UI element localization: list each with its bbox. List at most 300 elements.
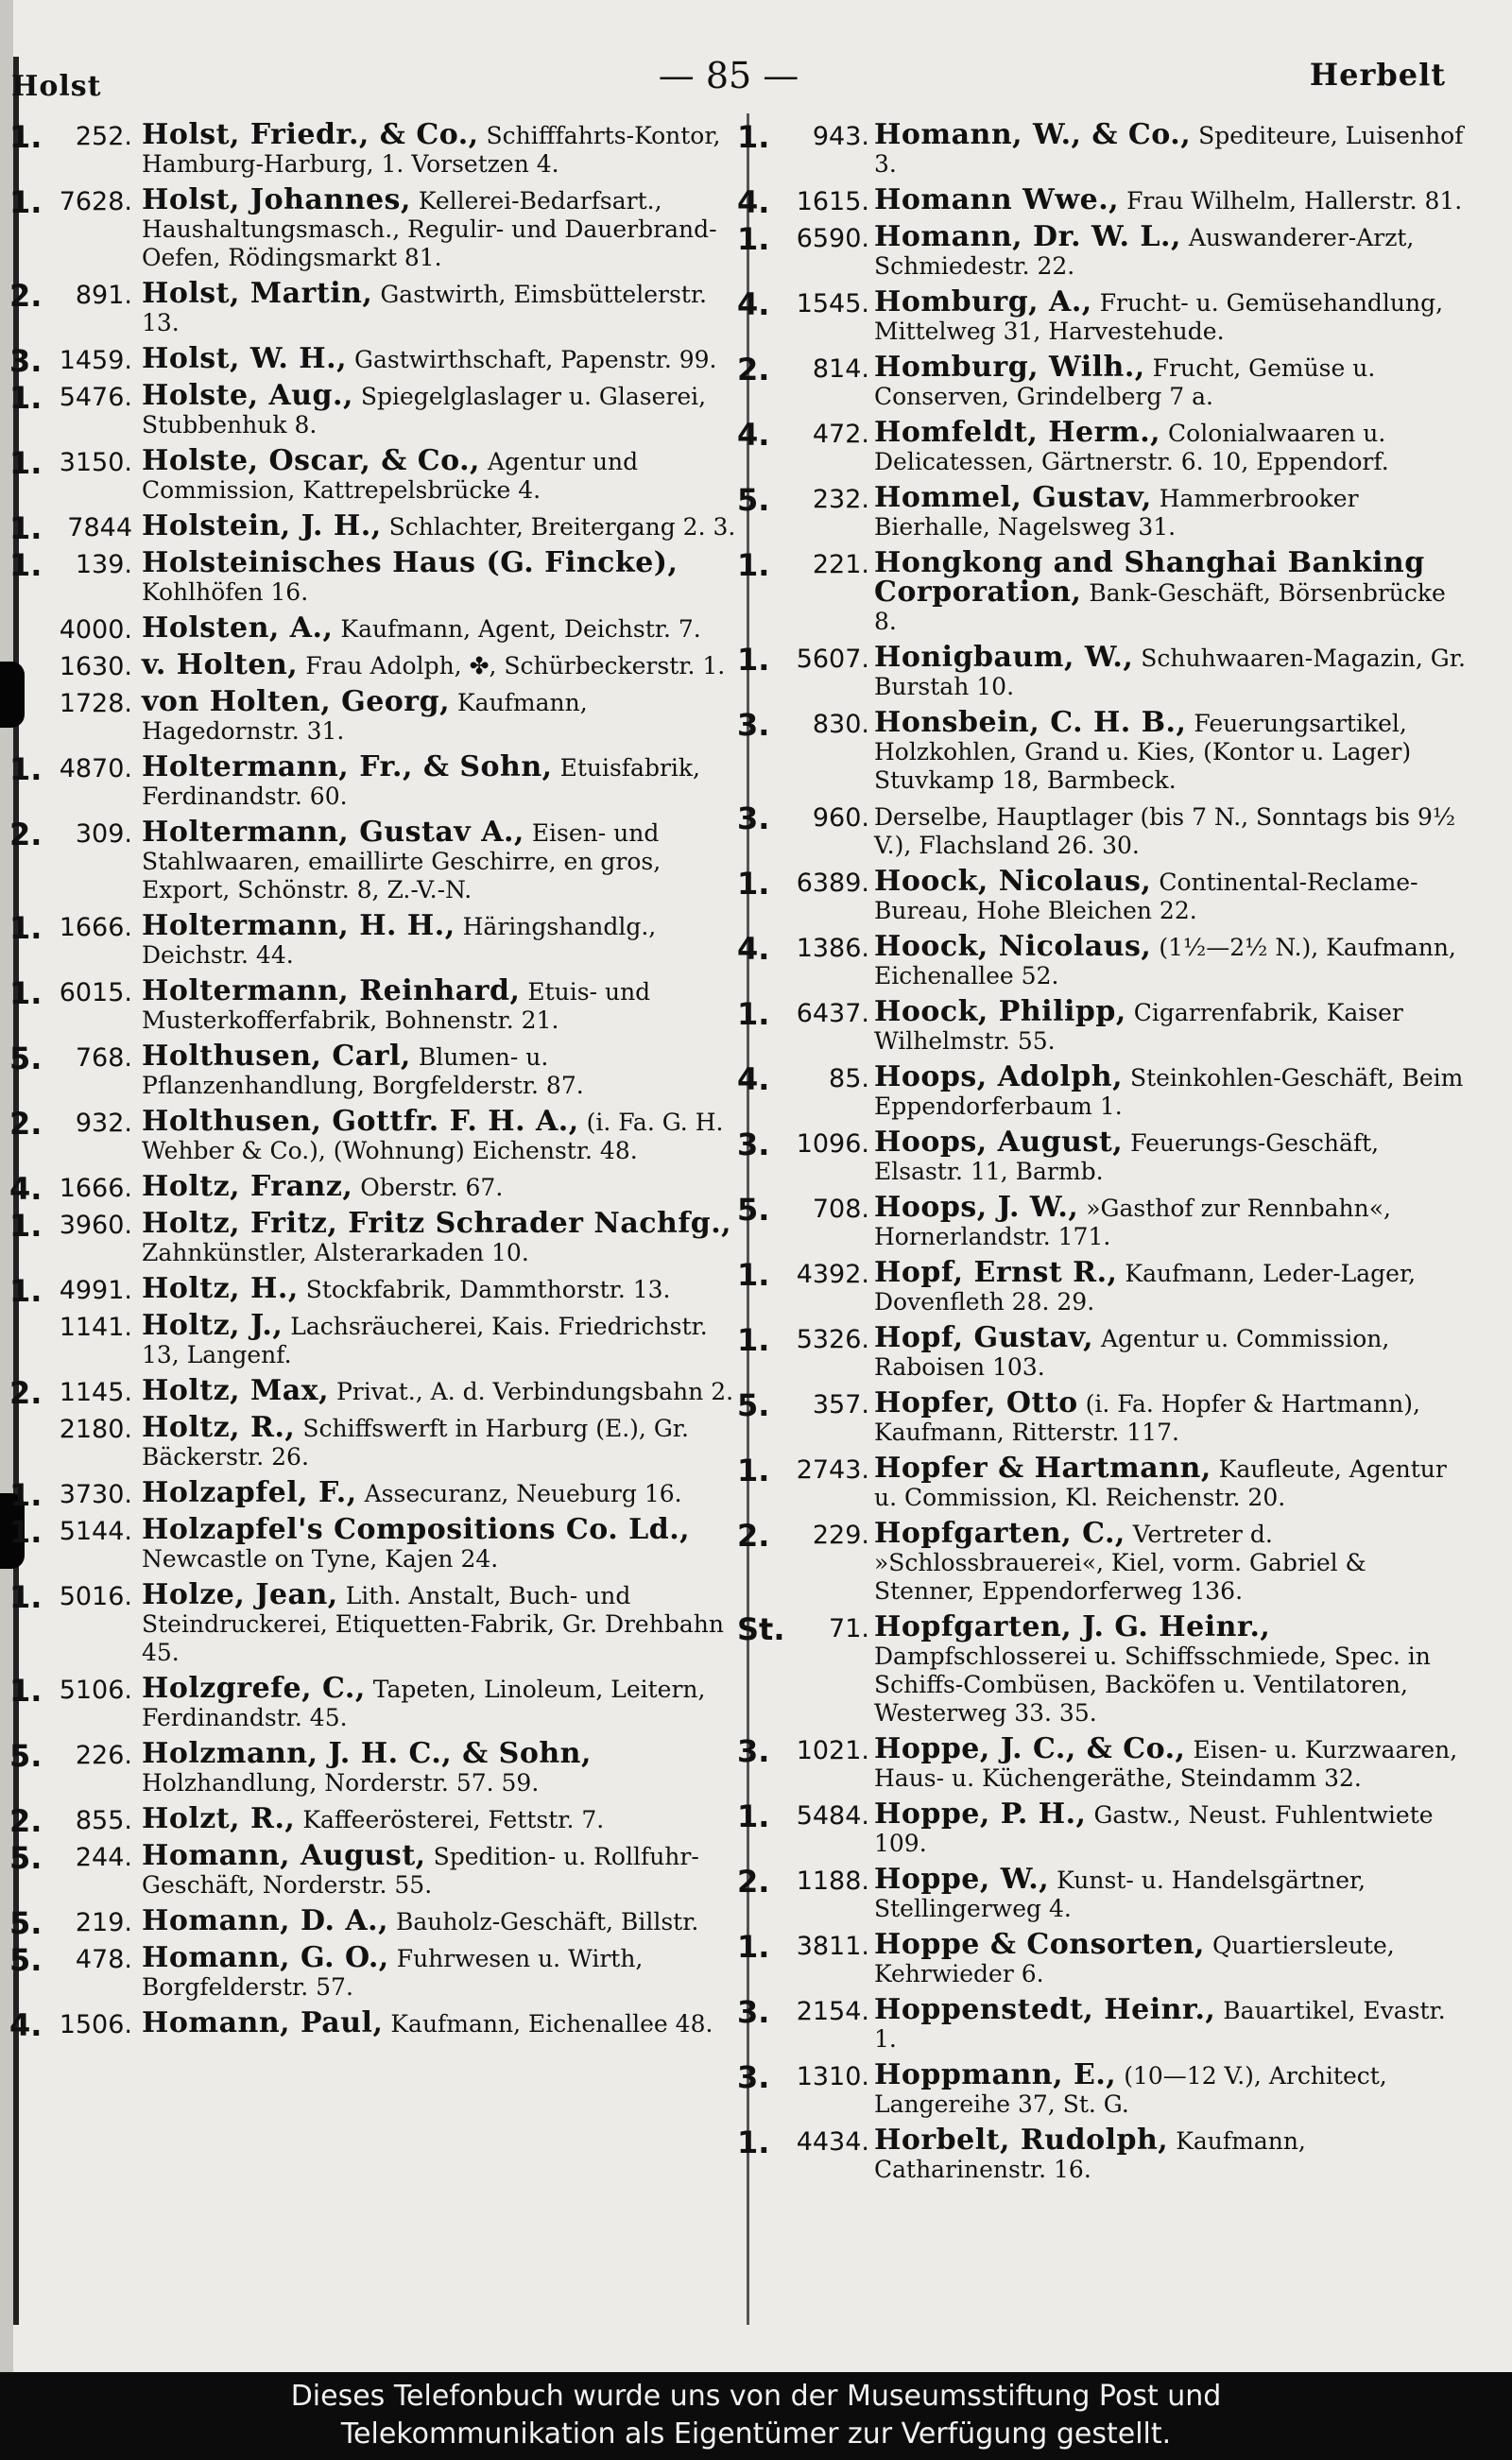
listing-phone-number: 6015. (59, 978, 132, 1007)
listing-entry (732, 1321, 1469, 1382)
listing-name: Homann, W., & Co., (874, 118, 1192, 151)
listing-details: Feuerungs-Geschäft, Elsastr. 11, Barmb. (874, 1129, 1380, 1185)
listing-entry (732, 1517, 1469, 1606)
listing-entry (732, 1386, 1469, 1447)
listing-prefix: 5. (9, 1041, 43, 1076)
listing-name: Holzapfel, F., (142, 1476, 357, 1509)
listing-name: Hoppe & Consorten, (874, 1928, 1205, 1961)
listing-entry (732, 353, 1469, 411)
listing-details: Gastw., Neust. Fuhlentwiete 109. (874, 1801, 1434, 1857)
listing-phone-number: 226. (75, 1741, 132, 1770)
listing-entry (732, 481, 1469, 542)
listing-prefix: 1. (737, 1929, 770, 1965)
listing-entry (9, 974, 737, 1035)
listing-phone-number: 4392. (796, 1260, 869, 1289)
listing-phone-number: 4434. (796, 2127, 869, 2157)
listing-details: Gastwirthschaft, Papenstr. 99. (353, 346, 717, 373)
listing-name: Holthusen, Gottfr. F. H. A., (142, 1105, 579, 1138)
listing-name: Homann, Paul, (142, 2006, 384, 2039)
listing-phone-number: 2743. (796, 1455, 869, 1485)
listing-prefix: 2. (9, 817, 43, 852)
listing-name: Holtz, H., (142, 1272, 299, 1305)
listing-name: Hommel, Gustav, (874, 481, 1152, 514)
listing-details: Spedition- u. Rollfuhr-Geschäft, Norderstr. 55. (142, 1843, 699, 1899)
listing-prefix: 1. (9, 975, 43, 1011)
listing-phone-number: 1545. (796, 289, 869, 318)
listing-entry (9, 648, 737, 681)
listing-prefix: 1. (9, 1673, 43, 1709)
listing-details: Newcastle on Tyne, Kajen 24. (142, 1545, 499, 1573)
listing-entry (732, 118, 1469, 179)
listing-phone-number: 891. (75, 281, 132, 310)
listing-phone-number: 3150. (59, 448, 132, 477)
listing-prefix: 2. (9, 278, 43, 314)
listing-details: Schiffswerft in Harburg (E.), Gr. Bäckerstr. 26. (142, 1415, 689, 1471)
listing-phone-number: 5016. (59, 1582, 132, 1611)
listing-phone-number: 3811. (796, 1932, 869, 1961)
listing-phone-number: 309. (75, 819, 132, 849)
listing-details: Frucht- u. Gemüsehandlung, Mittelweg 31, Harvestehude. (874, 289, 1444, 345)
listing-phone-number: 3730. (59, 1480, 132, 1509)
listing-entry (9, 909, 737, 970)
listing-name: Holst, Friedr., & Co., (142, 118, 479, 151)
listing-phone-number: 6389. (796, 869, 869, 898)
listing-details: (i. Fa. Hopfer & Hartmann), Kaufmann, Ritterstr. 117. (874, 1390, 1420, 1446)
listing-entry (9, 1941, 737, 2002)
listing-prefix: 4. (737, 184, 770, 220)
listing-details: Vertreter d. »Schlossbrauerei«, Kiel, vorm. Gabriel & Stenner, Eppendorferweg 136. (874, 1521, 1366, 1605)
listing-details: »Gasthof zur Rennbahn«, Hornerlandstr. 171. (874, 1195, 1391, 1250)
listing-entry (732, 220, 1469, 281)
listing-phone-number: 2154. (796, 1997, 869, 2026)
listing-name: Holtermann, Gustav A., (142, 816, 524, 849)
listing-phone-number: 4991. (59, 1276, 132, 1305)
listing-entry (9, 118, 737, 179)
listing-name: Hoops, J. W., (874, 1191, 1079, 1224)
listing-phone-number: 7844 (67, 513, 132, 542)
listing-entry (9, 818, 737, 904)
listing-entry (9, 1105, 737, 1165)
listing-name: Hoppmann, E., (874, 2058, 1117, 2091)
listing-details: Holzhandlung, Norderstr. 57. 59. (142, 1769, 540, 1797)
listing-entry (732, 1191, 1469, 1251)
listing-name: Hoops, Adolph, (874, 1060, 1124, 1093)
listing-entry (9, 1309, 737, 1369)
listing-prefix: 5. (737, 482, 770, 518)
listing-phone-number: 7628. (59, 187, 132, 216)
listing-phone-number: 5106. (59, 1676, 132, 1705)
listing-name: von Holten, Georg, (142, 685, 451, 718)
listing-prefix: 2. (9, 1106, 43, 1142)
listing-phone-number: 472. (812, 420, 869, 449)
listing-name: Honigbaum, W., (874, 641, 1134, 674)
listing-phone-number: 1096. (796, 1129, 869, 1159)
listing-name: Hopfgarten, C., (874, 1517, 1125, 1550)
listing-details: Bauartikel, Evastr. 1. (874, 1997, 1446, 2053)
listing-details: Privat., A. d. Verbindungsbahn 2. (335, 1378, 734, 1405)
listing-details: Häringshandlg., Deichstr. 44. (142, 913, 657, 969)
listing-details: Frucht, Gemüse u. Conserven, Grindelberg 7 a. (874, 354, 1376, 410)
listing-entry (9, 1272, 737, 1309)
listing-details: Kaufmann, Agent, Deichstr. 7. (340, 615, 701, 643)
listing-prefix: 3. (737, 707, 770, 743)
listing-phone-number: 3960. (59, 1211, 132, 1240)
listing-phone-number: 5476. (59, 383, 132, 412)
listing-details: Stockfabrik, Dammthorstr. 13. (305, 1276, 671, 1303)
listing-entry (9, 1042, 737, 1100)
listing-name: Holtz, R., (142, 1411, 296, 1444)
page-header (11, 47, 1446, 104)
listing-prefix: 4. (737, 1061, 770, 1097)
listing-phone-number: 1145. (59, 1378, 132, 1407)
listing-phone-number: 71. (829, 1614, 869, 1643)
listing-entry (732, 1993, 1469, 2054)
listing-name: Holst, W. H., (142, 342, 348, 375)
listing-entry (9, 1170, 737, 1207)
listing-details: Kohlhöfen 16. (142, 578, 309, 606)
listing-details: Assecuranz, Neueburg 16. (364, 1480, 682, 1507)
listing-name: Holthusen, Carl, (142, 1040, 411, 1073)
listing-name: Homann, G. O., (142, 1941, 389, 1974)
listing-prefix: 5. (9, 1942, 43, 1978)
listing-name: Homann, D. A., (142, 1904, 389, 1937)
listing-entry (9, 1578, 737, 1667)
listing-entry (9, 611, 737, 645)
listing-details: Tapeten, Linoleum, Leitern, Ferdinandstr. 45. (142, 1676, 706, 1731)
listing-phone-number: 357. (812, 1390, 869, 1419)
listing-phone-number: 1666. (59, 913, 132, 942)
listing-prefix: 1. (737, 119, 770, 155)
listing-entry (9, 277, 737, 337)
listing-name: Holstein, J. H., (142, 509, 382, 542)
listing-details: Lachsräucherei, Kais. Friedrichstr. 13, Langenf. (142, 1313, 708, 1368)
listing-prefix: 3. (737, 1733, 770, 1769)
listing-entry (732, 1610, 1469, 1728)
listing-entry (9, 685, 737, 746)
listing-details: Eisen- und Stahlwaaren, emaillirte Geschirre, en gros, Export, Schönstr. 8, Z.-V.-N. (142, 819, 662, 903)
listing-prefix: 5. (9, 1905, 43, 1941)
listing-phone-number: 1630. (59, 652, 132, 681)
listing-name: Hoppenstedt, Heinr., (874, 1993, 1216, 2026)
listing-prefix: 5. (737, 1192, 770, 1228)
listing-entry (732, 641, 1469, 701)
listing-entry (9, 1513, 737, 1574)
listing-prefix: 1. (737, 221, 770, 257)
listing-details: Fuhrwesen u. Wirth, Borgfelderstr. 57. (142, 1945, 644, 2001)
listing-name: Holsten, A., (142, 611, 334, 645)
listing-phone-number: 768. (75, 1043, 132, 1073)
listing-phone-number: 6590. (796, 224, 869, 253)
listing-name: Holtermann, Reinhard, (142, 974, 521, 1007)
listing-prefix: 1. (9, 1273, 43, 1309)
listing-details: Spediteure, Luisenhof 3. (874, 122, 1464, 178)
listing-phone-number: 943. (812, 122, 869, 151)
listing-phone-number: 5607. (796, 645, 869, 674)
listing-details: Kunst- u. Handelsgärtner, Stellingerweg 4. (874, 1867, 1366, 1922)
footer-line-2: Telekommunikation als Eigentümer zur Verfügung gestellt. (340, 2417, 1172, 2451)
listing-entry (9, 2006, 737, 2043)
listing-phone-number: 1506. (59, 2010, 132, 2039)
listing-prefix: 1. (9, 1514, 43, 1550)
listing-name: Holtz, Fritz, Fritz Schrader Nachfg., (142, 1207, 732, 1240)
listing-prefix: 1. (737, 866, 770, 902)
listing-phone-number: 232. (812, 485, 869, 514)
listing-entry (9, 546, 737, 607)
listing-details: (1½—2½ N.), Kaufmann, Eichenallee 52. (874, 934, 1456, 989)
listing-name: Holst, Martin, (142, 277, 373, 310)
listing-name: Hopfgarten, J. G. Heinr., (874, 1610, 1271, 1643)
listing-details: Bauholz-Geschäft, Billstr. (396, 1908, 699, 1935)
listing-name: Holtermann, H. H., (142, 909, 455, 942)
listing-details: Bank-Geschäft, Börsenbrücke 8. (874, 579, 1446, 635)
listing-details: Hammerbrooker Bierhalle, Nagelsweg 31. (874, 485, 1359, 541)
listing-details: Cigarrenfabrik, Kaiser Wilhelmstr. 55. (874, 999, 1403, 1055)
listing-phone-number: 244. (75, 1843, 132, 1872)
header-left-keyword: Holst (11, 70, 102, 103)
listing-entry (732, 706, 1469, 795)
listing-prefix: 5. (9, 1738, 43, 1774)
listing-prefix: 2. (9, 1803, 43, 1839)
listing-details: Derselbe, Hauptlager (bis 7 N., Sonntags bis 9½ V.), Flachsland 26. 30. (874, 803, 1456, 859)
listing-entry (9, 1802, 737, 1839)
listing-entry (9, 1839, 737, 1900)
listing-details: Colonialwaaren u. Delicatessen, Gärtnerstr. 6. 10, Eppendorf. (874, 420, 1389, 475)
listing-details: Continental-Reclame-Bureau, Hohe Bleichen 22. (874, 869, 1418, 924)
listing-entry (732, 995, 1469, 1056)
listing-details: Auswanderer-Arzt, Schmiedestr. 22. (874, 224, 1415, 280)
listing-name: Horbelt, Rudolph, (874, 2124, 1169, 2157)
listing-prefix: 1. (737, 1798, 770, 1834)
listing-prefix: 1. (737, 996, 770, 1032)
header-right-keyword: Herbelt (1309, 57, 1446, 93)
listing-phone-number: 5144. (59, 1517, 132, 1546)
listing-prefix: 1. (9, 380, 43, 416)
listing-name: Hoock, Nicolaus, (874, 865, 1152, 898)
listing-prefix: 2. (737, 1518, 770, 1554)
listing-prefix: 1. (737, 642, 770, 678)
listing-name: Hoppe, J. C., & Co., (874, 1732, 1186, 1765)
listing-phone-number: 1615. (796, 187, 869, 216)
right-column (732, 118, 1469, 2192)
listing-name: Holste, Aug., (142, 379, 353, 412)
listing-entry (732, 930, 1469, 990)
listing-prefix: 2. (9, 1375, 43, 1411)
listing-prefix: 1. (9, 751, 43, 787)
listing-name: Holzmann, J. H. C., & Sohn, (142, 1737, 592, 1770)
listing-prefix: 2. (737, 352, 770, 387)
listing-details: Lith. Anstalt, Buch- und Steindruckerei, Etiquetten-Fabrik, Gr. Drehbahn 45. (142, 1582, 724, 1666)
listing-details: (10—12 V.), Architect, Langereihe 37, St. G. (874, 2062, 1387, 2118)
listing-details: Agentur u. Commission, Raboisen 103. (874, 1325, 1390, 1381)
listing-name: Hoppe, P. H., (874, 1798, 1087, 1831)
listing-details: Kaufleute, Agentur u. Commission, Kl. Reichenstr. 20. (874, 1455, 1447, 1511)
listing-entry (732, 1454, 1469, 1512)
listing-prefix: 1. (737, 1322, 770, 1358)
listing-details: Schifffahrts-Kontor, Hamburg-Harburg, 1. Vorsetzen 4. (142, 122, 721, 178)
listing-name: Holtz, Franz, (142, 1170, 353, 1203)
listing-entry (732, 285, 1469, 346)
listing-prefix: 5. (737, 1387, 770, 1423)
listing-details: Kaufmann, Leder-Lager, Dovenfleth 28. 29. (874, 1260, 1417, 1316)
listing-entry (9, 1207, 737, 1267)
listing-phone-number: 252. (75, 122, 132, 151)
listing-details: Zahnkünstler, Alsterarkaden 10. (142, 1239, 529, 1266)
listing-prefix: 1. (9, 510, 43, 546)
listing-entry (732, 1928, 1469, 1988)
page-number: — 85 — (658, 55, 799, 96)
listing-entry (732, 1863, 1469, 1923)
listing-phone-number: 6437. (796, 999, 869, 1028)
listing-entry (732, 1800, 1469, 1858)
listing-phone-number: 85. (829, 1064, 869, 1093)
listing-details: Gastwirth, Eimsbüttelerstr. 13. (142, 281, 707, 336)
listing-name: Hoops, August, (874, 1126, 1124, 1159)
listing-details: Dampfschlosserei u. Schiffsschmiede, Spec. in Schiffs-Combüsen, Backöfen u. Ventilatoren, Westerweg 33. 35. (874, 1643, 1431, 1727)
listing-details: Kaufmann, Eichenallee 48. (390, 2010, 713, 2038)
listing-details: Quartiersleute, Kehrwieder 6. (874, 1932, 1395, 1987)
listing-phone-number: 1141. (59, 1313, 132, 1342)
listing-name: Holzgrefe, C., (142, 1672, 366, 1705)
listing-prefix: 1. (9, 1208, 43, 1244)
listing-phone-number: 855. (75, 1806, 132, 1835)
listing-name: Holtermann, Fr., & Sohn, (142, 750, 553, 783)
listing-prefix: 4. (9, 2007, 43, 2043)
listing-details: Frau Wilhelm, Hallerstr. 81. (1126, 187, 1463, 215)
listing-name: Hopfer, Otto (874, 1386, 1078, 1419)
listing-name: Hongkong and Shanghai Banking Corporation, (874, 546, 1425, 609)
listing-prefix: 1. (737, 1257, 770, 1293)
listing-entry (732, 546, 1469, 636)
listing-phone-number: 2180. (59, 1415, 132, 1444)
listing-details: Feuerungsartikel, Holzkohlen, Grand u. Kies, (Kontor u. Lager) Stuvkamp 18, Barmbeck. (874, 710, 1412, 794)
listing-entry (9, 1737, 737, 1798)
listing-details: Eisen- u. Kurzwaaren, Haus- u. Küchengeräthe, Steindamm 32. (874, 1736, 1458, 1792)
listing-phone-number: 219. (75, 1908, 132, 1937)
footer-line-1: Dieses Telefonbuch wurde uns von der Museumsstiftung Post und (290, 2380, 1222, 2413)
listing-phone-number: 1728. (59, 689, 132, 718)
listing-name: Holzapfel's Compositions Co. Ld., (142, 1513, 691, 1546)
listing-phone-number: 708. (812, 1195, 869, 1224)
listing-phone-number: 221. (812, 550, 869, 579)
listing-details: Kaufmann, Catharinenstr. 16. (874, 2127, 1306, 2183)
listing-name: Hoock, Philipp, (874, 995, 1126, 1028)
listing-name: Holste, Oscar, & Co., (142, 444, 480, 477)
listing-prefix: 4. (737, 931, 770, 967)
listing-phone-number: 229. (812, 1521, 869, 1550)
listing-details: Kaufmann, Hagedornstr. 31. (142, 689, 588, 745)
listing-entry (732, 1256, 1469, 1316)
listing-prefix: 3. (737, 800, 770, 836)
listing-name: Holtz, Max, (142, 1374, 330, 1407)
listing-prefix: 1. (9, 1477, 43, 1513)
listing-entry (732, 1128, 1469, 1186)
listing-entry (9, 379, 737, 439)
listing-phone-number: 1021. (796, 1736, 869, 1765)
listing-name: Homann, Dr. W. L., (874, 220, 1181, 253)
listing-phone-number: 4000. (59, 615, 132, 645)
listing-entry (9, 183, 737, 272)
listing-prefix: 2. (737, 1864, 770, 1900)
listing-details: Frau Adolph, ✤, Schürbeckerstr. 1. (305, 652, 726, 680)
listing-name: Homburg, Wilh., (874, 351, 1145, 384)
listing-entry (732, 183, 1469, 220)
listing-details: Blumen- u. Pflanzenhandlung, Borgfelderstr. 87. (142, 1043, 584, 1099)
listing-phone-number: 1459. (59, 346, 132, 375)
listing-prefix: 3. (9, 343, 43, 379)
listing-name: Holtz, J., (142, 1309, 284, 1342)
listing-details: Etuis- und Musterkofferfabrik, Bohnenstr. 21. (142, 978, 651, 1034)
listing-prefix: 1. (737, 547, 770, 583)
listing-phone-number: 932. (75, 1109, 132, 1138)
listing-details: (i. Fa. G. H. Wehber & Co.), (Wohnung) Eichenstr. 48. (142, 1109, 724, 1164)
listing-entry (732, 1732, 1469, 1793)
listing-name: Honsbein, C. H. B., (874, 706, 1187, 739)
listing-entry (9, 750, 737, 811)
listing-details: Agentur und Commission, Kattrepelsbrücke 4. (142, 448, 639, 504)
listing-entry (732, 416, 1469, 476)
listing-prefix: 1. (9, 910, 43, 946)
listing-details: Oberstr. 67. (360, 1174, 504, 1201)
listing-phone-number: 1386. (796, 934, 869, 963)
listing-phone-number: 478. (75, 1945, 132, 1974)
listing-name: Holsteinisches Haus (G. Fincke), (142, 546, 679, 579)
listing-entry (9, 1411, 737, 1471)
listing-name: v. Holten, (142, 648, 299, 681)
listing-prefix: 5. (9, 1840, 43, 1876)
listing-prefix: 1. (9, 547, 43, 583)
listing-phone-number: 830. (812, 710, 869, 739)
listing-entry (9, 444, 737, 505)
footer-note (0, 2378, 1512, 2460)
listing-prefix: 1. (737, 1453, 770, 1488)
listing-name: Holze, Jean, (142, 1578, 338, 1611)
listing-entry (732, 865, 1469, 925)
listing-phone-number: 1666. (59, 1174, 132, 1203)
listing-details: Kellerei-Bedarfsart., Haushaltungsmasch., Regulir- und Dauerbrand-Oefen, Rödingsmarkt 81. (142, 187, 717, 271)
listing-prefix: 3. (737, 1994, 770, 2030)
listing-details: Etuisfabrik, Ferdinandstr. 60. (142, 754, 701, 810)
listing-name: Hoppe, W., (874, 1863, 1050, 1896)
listing-prefix: 4. (737, 417, 770, 453)
listing-entry (732, 2126, 1469, 2184)
listing-phone-number: 1310. (796, 2062, 869, 2091)
listing-phone-number: 4870. (59, 754, 132, 783)
listing-entry (9, 1904, 737, 1941)
listing-details: Schuhwaaren-Magazin, Gr. Burstah 10. (874, 645, 1466, 700)
listing-prefix: 1. (737, 2125, 770, 2160)
listing-entry (9, 1374, 737, 1411)
listing-entry (9, 342, 737, 379)
listing-entry (732, 1060, 1469, 1121)
listing-entry (9, 509, 737, 546)
listing-prefix: 1. (9, 119, 43, 155)
listing-prefix: St. (737, 1611, 785, 1647)
listing-prefix: 4. (737, 286, 770, 322)
listing-name: Holzt, R., (142, 1802, 296, 1835)
listing-phone-number: 5484. (796, 1801, 869, 1831)
listing-name: Homfeldt, Herm., (874, 416, 1161, 449)
listing-phone-number: 960. (812, 803, 869, 833)
listing-phone-number: 5326. (796, 1325, 869, 1354)
listing-entry (732, 802, 1469, 860)
listing-details: Schlachter, Breitergang 2. 3. (388, 513, 736, 541)
listing-name: Homann Wwe., (874, 183, 1120, 216)
listing-prefix: 3. (737, 2059, 770, 2095)
listing-name: Holst, Johannes, (142, 183, 411, 216)
listing-entry (732, 2058, 1469, 2119)
listing-entry (9, 1476, 737, 1513)
listing-name: Homann, August, (142, 1839, 426, 1872)
